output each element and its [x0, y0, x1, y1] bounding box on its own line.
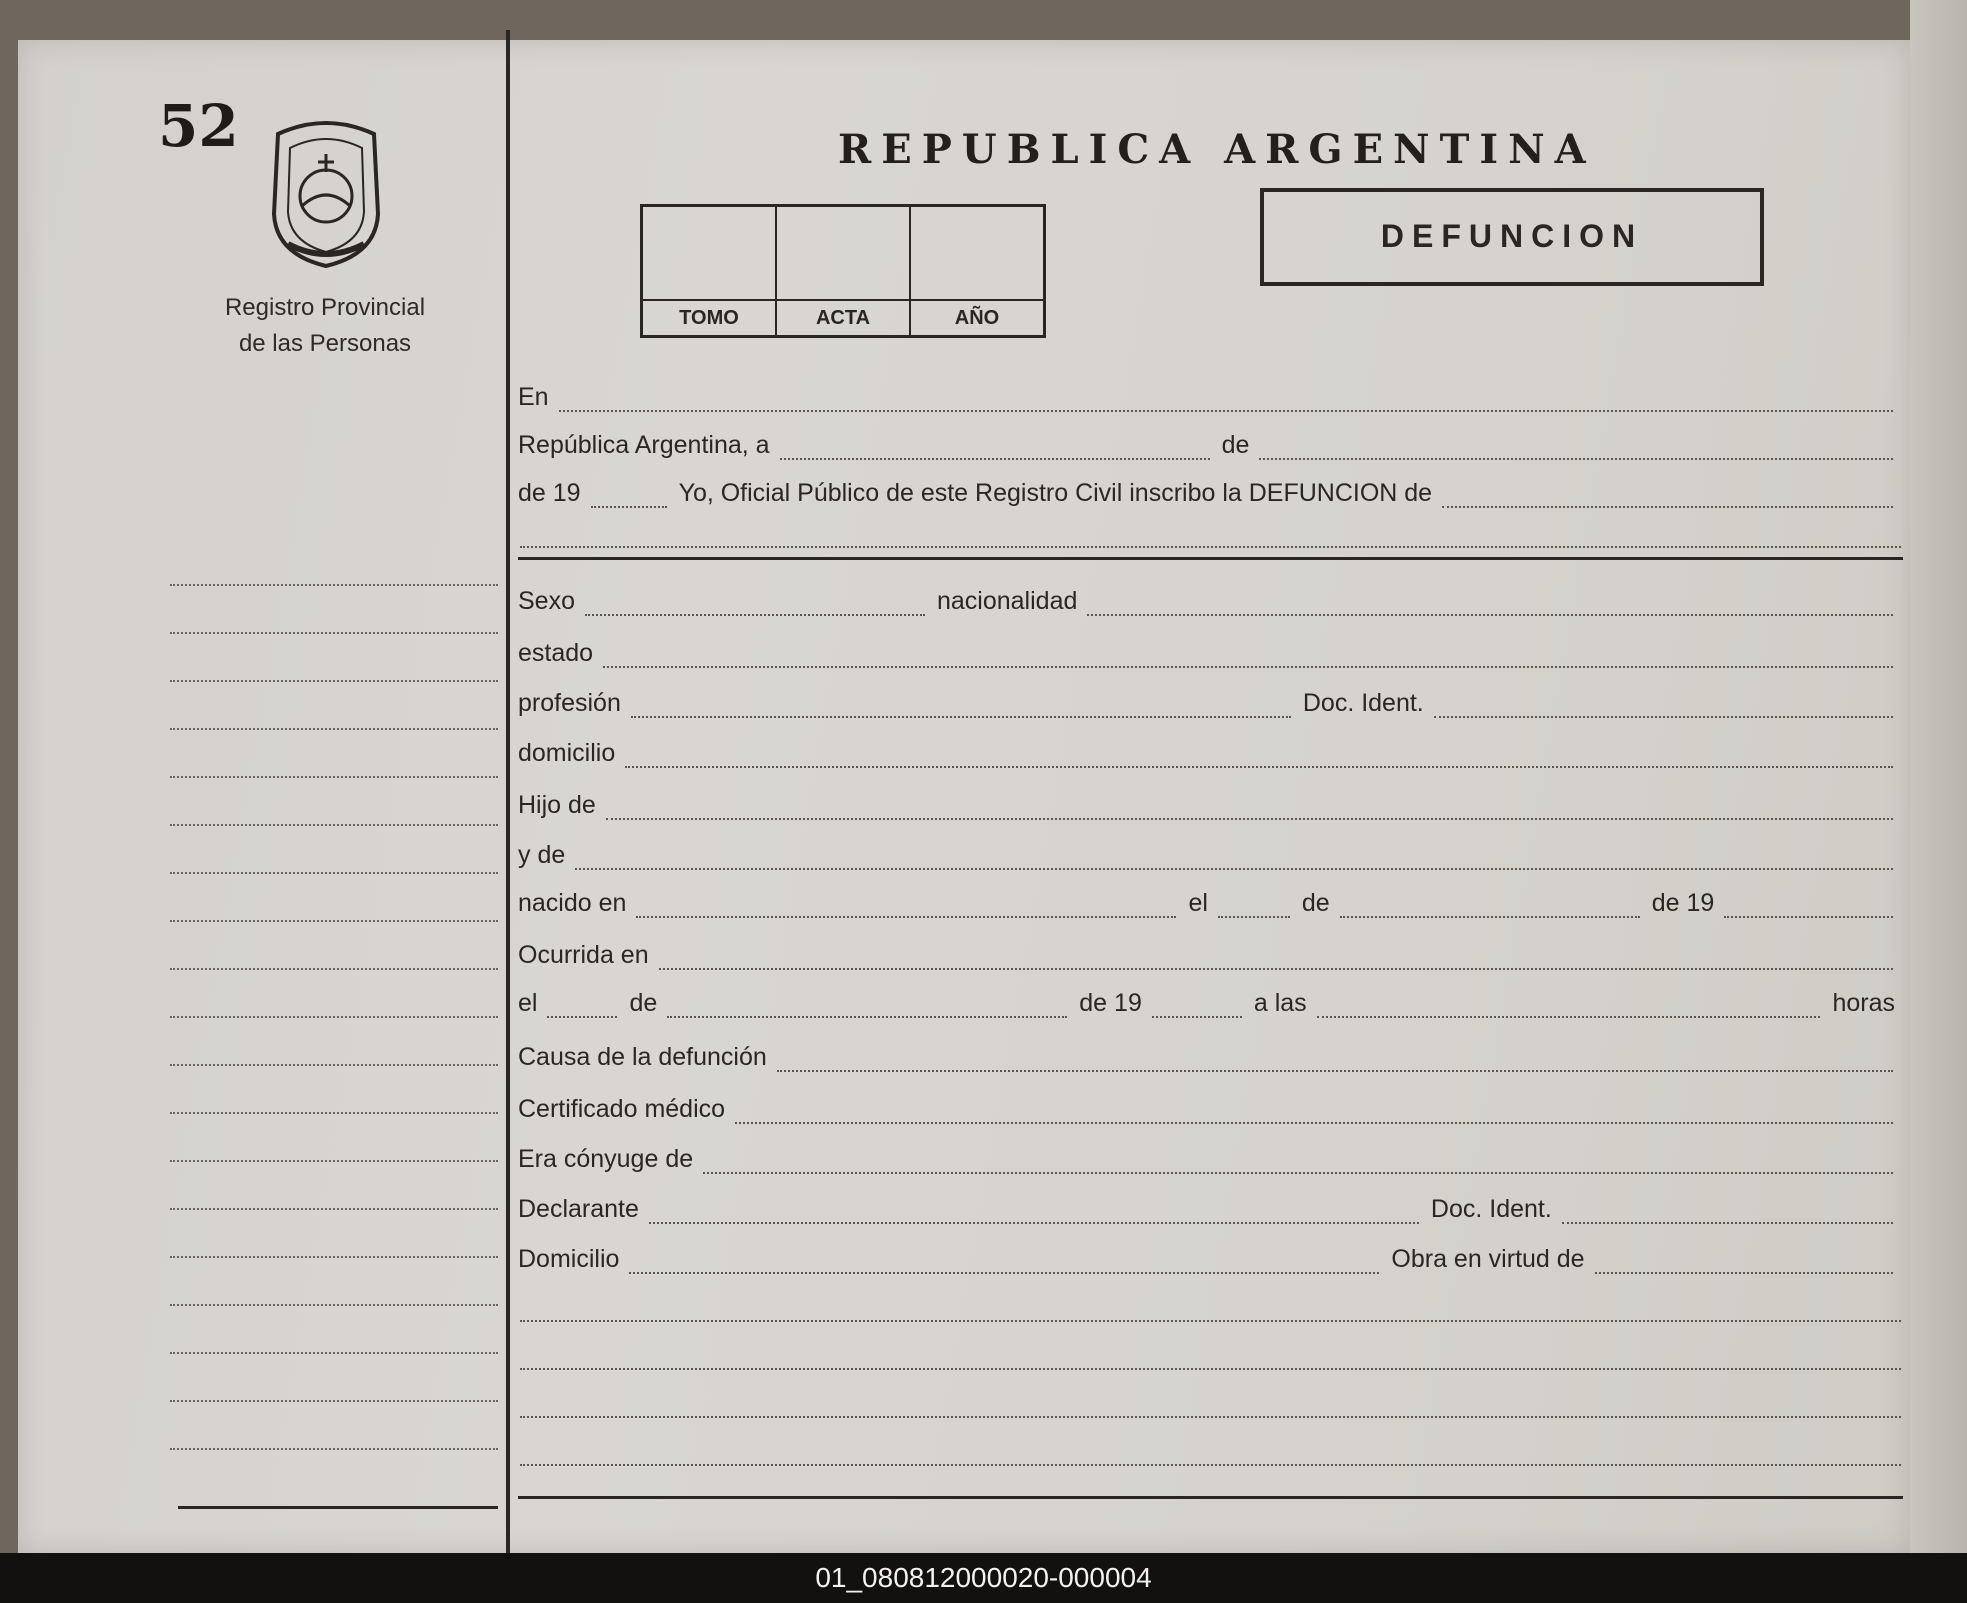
label-de19: de 19	[518, 479, 581, 507]
field-obra[interactable]	[1595, 1244, 1893, 1274]
field-declarante[interactable]	[649, 1194, 1419, 1224]
label-horas: horas	[1832, 989, 1895, 1017]
line-sexo	[518, 576, 1901, 616]
label-ocurrida-en: Ocurrida en	[518, 941, 649, 969]
margin-line[interactable]	[170, 586, 498, 634]
blank-line[interactable]	[520, 1414, 1901, 1418]
label-el: el	[1188, 889, 1208, 917]
label-nacido-en: nacido en	[518, 889, 627, 917]
anio-cell[interactable]	[911, 207, 1043, 335]
margin-line[interactable]	[170, 1018, 498, 1066]
label-conyuge: Era cónyuge de	[518, 1145, 694, 1173]
field-doc-ident-2[interactable]	[1562, 1194, 1893, 1224]
section-rule	[518, 557, 1903, 560]
margin-line[interactable]	[170, 1066, 498, 1114]
field-en[interactable]	[559, 382, 1893, 412]
anio-label: AÑO	[911, 299, 1043, 335]
field-death-place[interactable]	[659, 940, 1893, 970]
line-estado	[518, 628, 1901, 668]
field-domicilio-2[interactable]	[629, 1244, 1379, 1274]
blank-line[interactable]	[520, 1462, 1901, 1466]
margin-line[interactable]	[170, 874, 498, 922]
margin-line[interactable]	[170, 1162, 498, 1210]
acta-cell[interactable]	[777, 207, 911, 335]
line-conyuge	[518, 1134, 1901, 1174]
page-edge	[1910, 0, 1967, 1553]
label-a-las: a las	[1253, 989, 1307, 1017]
field-month[interactable]	[1259, 430, 1893, 460]
field-death-day[interactable]	[547, 988, 617, 1018]
field-deceased-name[interactable]	[1442, 478, 1893, 508]
label-de-19: de 19	[1651, 889, 1715, 917]
field-birth-month[interactable]	[1340, 888, 1640, 918]
line-y-de	[518, 830, 1901, 870]
field-deceased-name-cont[interactable]	[520, 544, 1901, 548]
margin-line[interactable]	[170, 1402, 498, 1450]
line-ocurrida	[518, 930, 1901, 970]
field-birthplace[interactable]	[636, 888, 1176, 918]
label-sexo: Sexo	[518, 587, 575, 615]
field-death-month[interactable]	[667, 988, 1067, 1018]
label-causa: Causa de la defunción	[518, 1043, 767, 1071]
certificate-type-box: DEFUNCION	[1260, 188, 1764, 286]
provincial-seal-icon	[258, 114, 394, 270]
margin-line[interactable]	[170, 826, 498, 874]
line-certificado	[518, 1084, 1901, 1124]
label-el: el	[518, 989, 538, 1017]
line-yo	[518, 468, 1901, 508]
page-number: 52	[158, 92, 239, 160]
margin-line[interactable]	[170, 538, 498, 586]
line-nacido	[518, 878, 1901, 918]
field-estado[interactable]	[603, 638, 1893, 668]
field-mother[interactable]	[575, 840, 1893, 870]
margin-line[interactable]	[170, 1258, 498, 1306]
label-profesion: profesión	[518, 689, 621, 717]
field-year[interactable]	[591, 478, 667, 508]
field-nacionalidad[interactable]	[1087, 586, 1893, 616]
blank-line[interactable]	[520, 1366, 1901, 1370]
document-title: REPUBLICA ARGENTINA	[838, 126, 1596, 173]
field-birth-day[interactable]	[1218, 888, 1290, 918]
margin-divider	[506, 30, 510, 1553]
field-father[interactable]	[606, 790, 1893, 820]
field-profesion[interactable]	[631, 688, 1291, 718]
label-republica: República Argentina, a	[518, 431, 770, 459]
tomo-cell[interactable]	[643, 207, 777, 335]
label-de: de	[1301, 889, 1330, 917]
margin-line[interactable]	[170, 1210, 498, 1258]
line-declarante	[518, 1184, 1901, 1224]
label-domicilio: domicilio	[518, 739, 616, 767]
margin-line[interactable]	[170, 1306, 498, 1354]
line-republica	[518, 420, 1901, 460]
label-declarante: Declarante	[518, 1195, 639, 1223]
line-causa	[518, 1032, 1901, 1072]
label-y-de: y de	[518, 841, 566, 869]
margin-line[interactable]	[170, 778, 498, 826]
registry-line-1: Registro Provincial	[224, 294, 426, 321]
line-domicilio	[518, 728, 1901, 768]
image-id-caption: 01_080812000020-000004	[0, 1553, 1967, 1603]
label-de: de	[629, 989, 658, 1017]
field-sexo[interactable]	[585, 586, 925, 616]
label-yo: Yo, Oficial Público de este Registro Civil inscribo la DEFUNCION de	[678, 479, 1433, 507]
record-box	[640, 204, 1046, 338]
registry-name	[190, 290, 460, 362]
field-causa[interactable]	[777, 1042, 1893, 1072]
margin-line[interactable]	[170, 730, 498, 778]
line-domicilio-2	[518, 1234, 1901, 1274]
margin-line[interactable]	[170, 922, 498, 970]
label-en: En	[518, 383, 549, 411]
label-doc-ident-2: Doc. Ident.	[1430, 1195, 1552, 1223]
field-conyuge[interactable]	[703, 1144, 1893, 1174]
line-en	[518, 372, 1901, 412]
field-death-year[interactable]	[1152, 988, 1242, 1018]
line-fecha	[518, 978, 1901, 1018]
line-hijo-de	[518, 780, 1901, 820]
label-de-19: de 19	[1079, 989, 1142, 1017]
field-death-hour[interactable]	[1317, 988, 1821, 1018]
blank-line[interactable]	[520, 1318, 1901, 1322]
label-certificado: Certificado médico	[518, 1095, 726, 1123]
field-doc-ident[interactable]	[1434, 688, 1893, 718]
field-domicilio[interactable]	[625, 738, 1893, 768]
margin-line[interactable]	[170, 970, 498, 1018]
field-certificado[interactable]	[735, 1094, 1893, 1124]
label-estado: estado	[518, 639, 594, 667]
label-de: de	[1221, 431, 1250, 459]
margin-notes	[170, 538, 498, 1450]
label-hijo-de: Hijo de	[518, 791, 596, 819]
acta-label: ACTA	[777, 299, 909, 335]
margin-line[interactable]	[170, 634, 498, 682]
margin-closing-rule	[178, 1506, 498, 1509]
margin-line[interactable]	[170, 1114, 498, 1162]
margin-line[interactable]	[170, 682, 498, 730]
field-day[interactable]	[780, 430, 1210, 460]
line-profesion	[518, 678, 1901, 718]
label-doc-ident: Doc. Ident.	[1302, 689, 1424, 717]
label-domicilio-2: Domicilio	[518, 1245, 620, 1273]
margin-line[interactable]	[170, 1354, 498, 1402]
label-obra: Obra en virtud de	[1391, 1245, 1585, 1273]
registry-line-2: de las Personas	[238, 330, 412, 357]
closing-rule	[518, 1496, 1903, 1499]
label-nacionalidad: nacionalidad	[936, 587, 1078, 615]
tomo-label: TOMO	[643, 299, 775, 335]
field-birth-year[interactable]	[1724, 888, 1893, 918]
